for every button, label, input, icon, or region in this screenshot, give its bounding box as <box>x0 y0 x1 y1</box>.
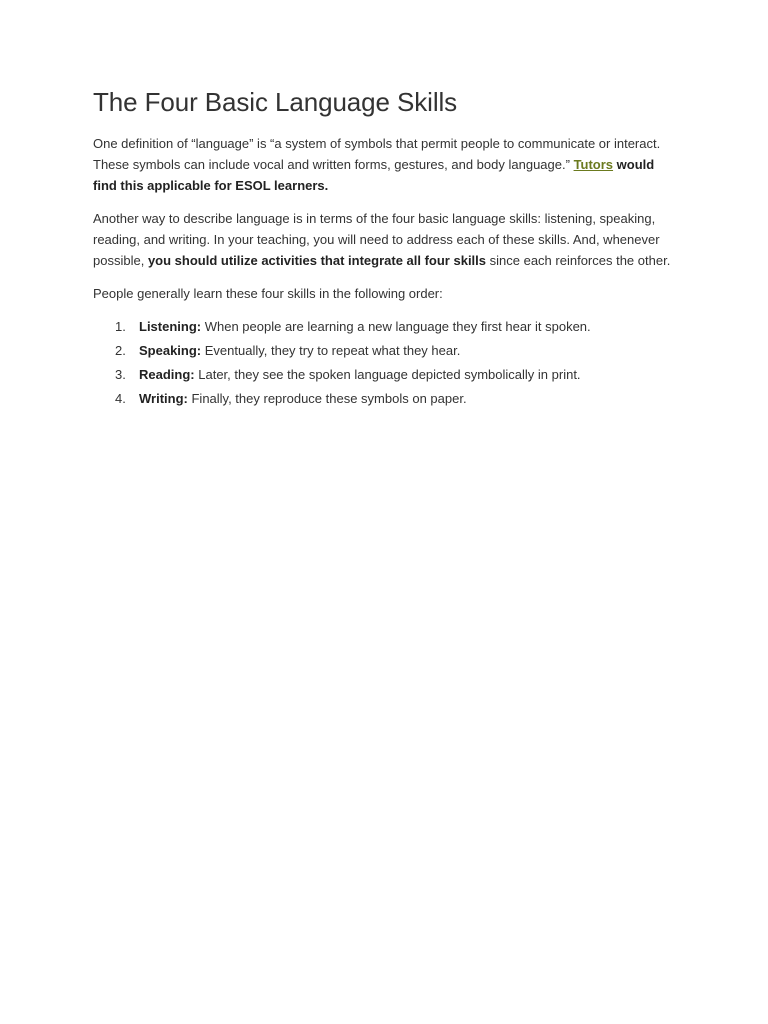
list-item <box>93 339 678 363</box>
paragraph-skills-tail: since each reinforces the other. <box>489 253 671 268</box>
list-number: 2. <box>115 343 126 358</box>
list-number: 3. <box>115 367 126 382</box>
paragraph-definition <box>93 133 678 196</box>
paragraph-order: People generally learn these four skills in the following order: <box>93 286 443 301</box>
page-title: The Four Basic Language Skills <box>93 87 458 117</box>
list-term: Speaking: <box>139 343 202 358</box>
list-item <box>93 315 678 339</box>
list-term: Writing: <box>139 391 188 406</box>
list-description: Finally, they reproduce these symbols on paper. <box>191 391 467 406</box>
paragraph-skills-bold: you should utilize activities that integrate all four skills <box>147 253 487 268</box>
paragraph-definition-text: One definition of “language” is “a system of symbols that permit people to communicate or interact. These symbols can include vocal and written forms, gestures, and body language.” <box>93 136 661 172</box>
list-item <box>93 387 678 411</box>
list-number: 1. <box>115 319 126 334</box>
article-body <box>93 86 678 411</box>
list-description: Eventually, they try to repeat what they hear. <box>204 343 461 358</box>
list-item <box>93 363 678 387</box>
list-term: Listening: <box>139 319 202 334</box>
list-number: 4. <box>115 391 126 406</box>
list-term: Reading: <box>139 367 195 382</box>
list-description: When people are learning a new language they first hear it spoken. <box>204 319 591 334</box>
paragraph-skills-text: Another way to describe language is in terms of the four basic language skills: listening, speaking, reading, and writing. In your teaching, you will need to address each of these skills. And, whenever possible, <box>93 211 660 268</box>
list-description: Later, they see the spoken language depicted symbolically in print. <box>198 367 581 382</box>
skills-list <box>93 315 678 411</box>
paragraph-skills <box>93 208 678 271</box>
paragraph-definition-bold: would find this applicable for ESOL learners. <box>93 157 655 193</box>
tutors-link[interactable]: Tutors <box>573 157 614 172</box>
